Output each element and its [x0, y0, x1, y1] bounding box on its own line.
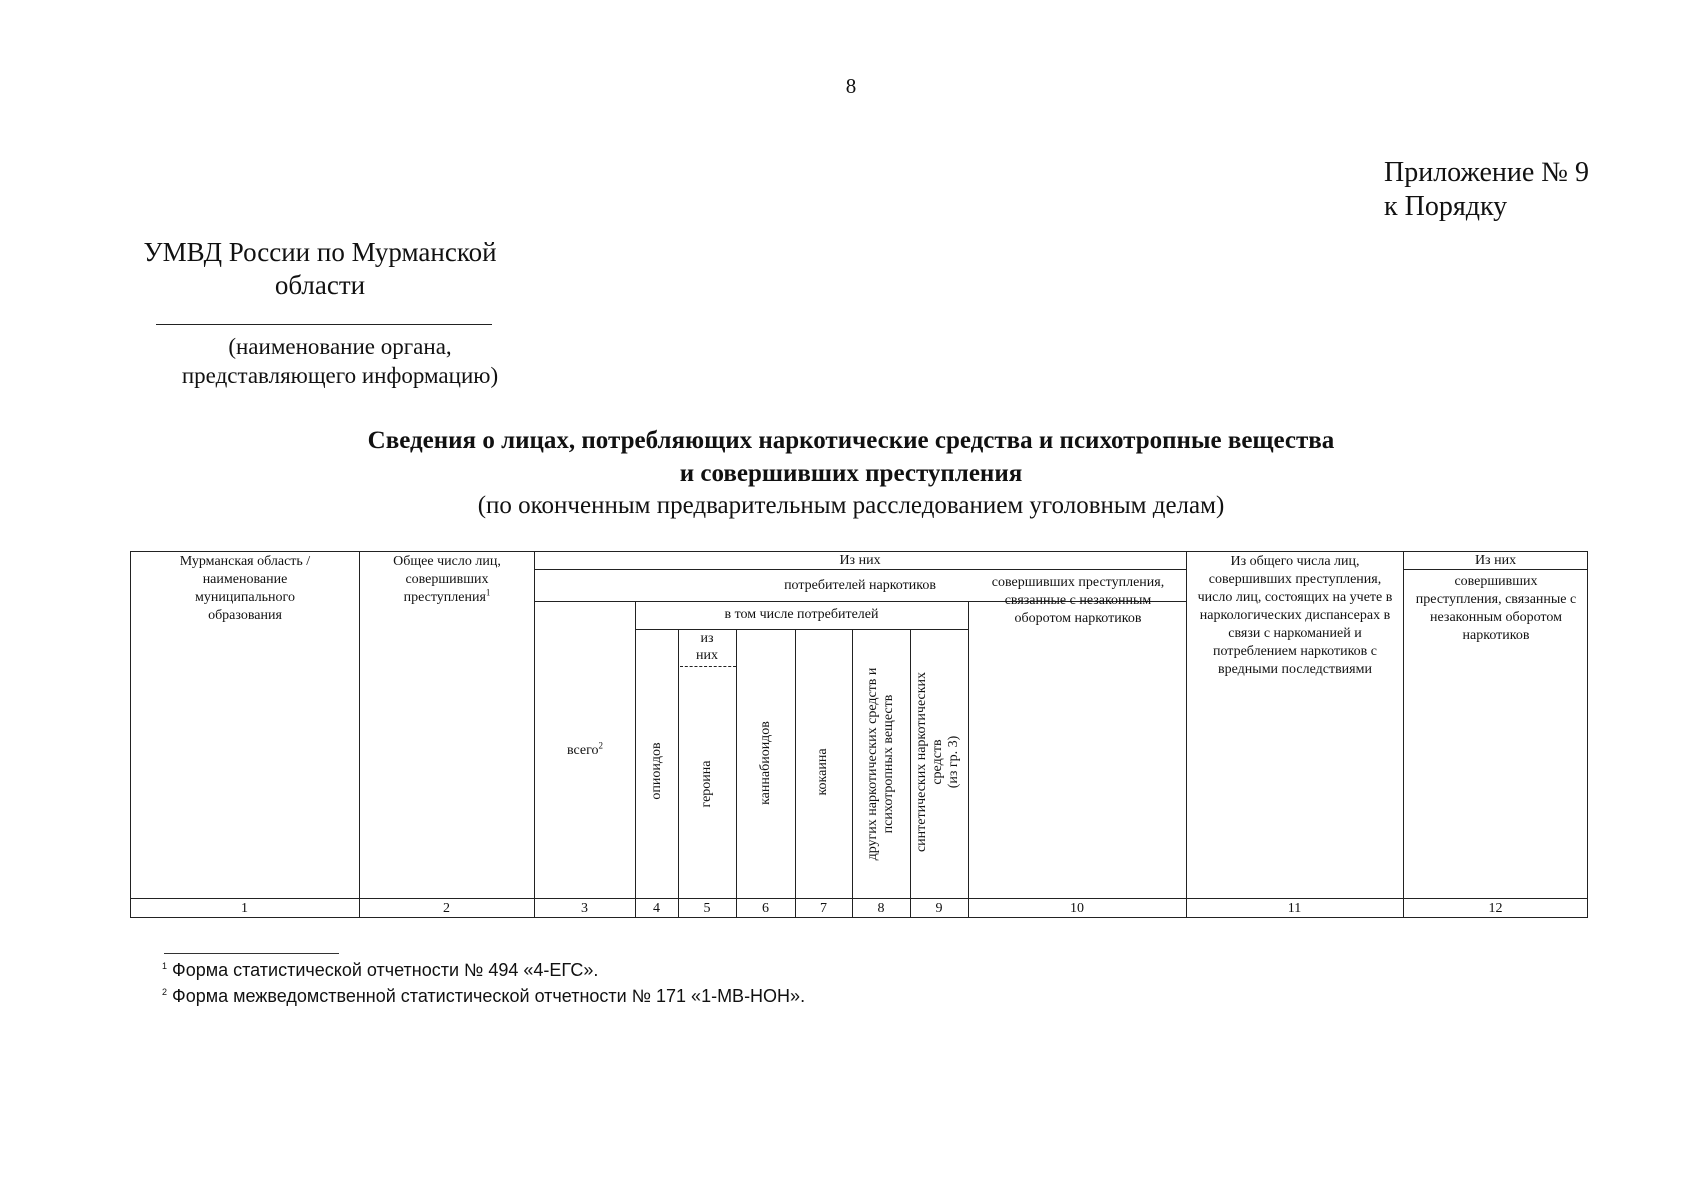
table-line: [678, 629, 679, 918]
table-line: [910, 629, 911, 918]
column-number: 5: [703, 901, 711, 916]
col-7-header: кокаина: [815, 748, 830, 796]
footnote-separator: [164, 953, 339, 954]
appendix-label: [1384, 156, 1589, 224]
column-number: 4: [653, 901, 660, 916]
footnote-1-text: Форма статистической отчетности № 494 «4-ЕГС».: [172, 960, 599, 980]
column-number: 8: [877, 901, 885, 916]
column-number: 6: [762, 901, 769, 916]
col-5-header: героина: [699, 760, 714, 808]
table-line: [736, 629, 737, 918]
col-8-header-line-2: психотропных веществ: [881, 694, 896, 834]
col-3-header: [536, 742, 634, 760]
column-number: 12: [1488, 901, 1503, 916]
including-header: в том числе потребителей: [724, 607, 879, 622]
document-subtitle: (по оконченным предварительным расследованием уголовным делам): [477, 492, 1225, 519]
organization-name: [120, 236, 520, 302]
organization-caption: [120, 332, 560, 390]
col-11-header: Из общего числа лиц, совершивших преступления, число лиц, состоящих на учете в наркологических диспансерах в связи с наркоманией и потреблением наркотиков с вредными последствиями: [1197, 554, 1393, 677]
col-6-header: каннабиоидов: [758, 721, 773, 805]
col-12-group-header: Из них: [1474, 553, 1517, 568]
table-line: [968, 601, 969, 918]
col-8-header: [865, 668, 897, 861]
column-number: 7: [820, 901, 827, 916]
col-4-header: опиоидов: [649, 742, 664, 800]
table-line: [852, 629, 853, 918]
footnote-2-text: Форма межведомственной статистической отчетности № 171 «1-МВ-НОН».: [172, 986, 806, 1006]
of-them-header: из них: [696, 631, 718, 663]
table-line: [359, 551, 360, 918]
table-line: [1403, 551, 1404, 918]
organization-caption-line-1: (наименование органа,: [228, 334, 452, 359]
col-1-header: Мурманская область / наименование муниципального образования: [179, 554, 311, 623]
document-title-line-2: и совершивших преступления: [679, 460, 1023, 487]
col-9-header-line-1: синтетических наркотических: [914, 671, 929, 853]
organization-underline: [156, 324, 492, 325]
footnote-mark-2: 2: [598, 740, 604, 751]
col-12-header: совершивших преступления, связанные с незаконным оборотом наркотиков: [1415, 574, 1577, 643]
table-line: [795, 629, 796, 918]
column-number: 1: [241, 901, 248, 916]
col-8-header-line-1: других наркотических средств и: [865, 667, 880, 861]
appendix-line-1: Приложение № 9: [1384, 157, 1589, 188]
column-number: 2: [443, 901, 450, 916]
column-number: 3: [581, 901, 588, 916]
col-10-header: совершивших преступления, связанные с незаконным оборотом наркотиков: [991, 575, 1165, 626]
col-9-header: [914, 672, 962, 852]
column-number: 11: [1287, 901, 1302, 916]
footnote-mark-1: 1: [485, 587, 491, 598]
group-header: Из них: [839, 553, 881, 568]
organization-caption-line-2: представляющего информацию): [181, 363, 499, 388]
document-title: [0, 424, 1702, 490]
subgroup-header: потребителей наркотиков: [784, 578, 936, 593]
footnote-1-mark: 1: [162, 961, 168, 971]
document-title-line-1: Сведения о лицах, потребляющих наркотические средства и психотропные вещества: [367, 427, 1335, 454]
appendix-line-2: к Порядку: [1384, 191, 1508, 222]
col-9-header-line-2: средств: [930, 739, 945, 785]
organization-name-line-1: УМВД России по Мурманской: [143, 237, 497, 267]
col-2-header: [370, 553, 524, 607]
footnote-2-mark: 2: [162, 987, 168, 997]
column-number: 10: [1070, 901, 1084, 916]
col-2-header-text: Общее число лиц, совершивших преступления: [393, 554, 501, 605]
table-line: [534, 551, 535, 918]
column-number: 9: [935, 901, 943, 916]
footnote-2: [162, 985, 805, 1007]
table-line: [680, 666, 736, 667]
table-line: [635, 629, 968, 630]
organization-name-line-2: области: [274, 270, 366, 300]
col-9-header-line-3: (из гр. 3): [946, 735, 961, 789]
page-number: 8: [845, 74, 857, 98]
table-line: [635, 601, 636, 918]
table-line: [1186, 551, 1187, 918]
col-3-header-text: всего: [566, 743, 599, 758]
footnote-1: [162, 959, 598, 981]
